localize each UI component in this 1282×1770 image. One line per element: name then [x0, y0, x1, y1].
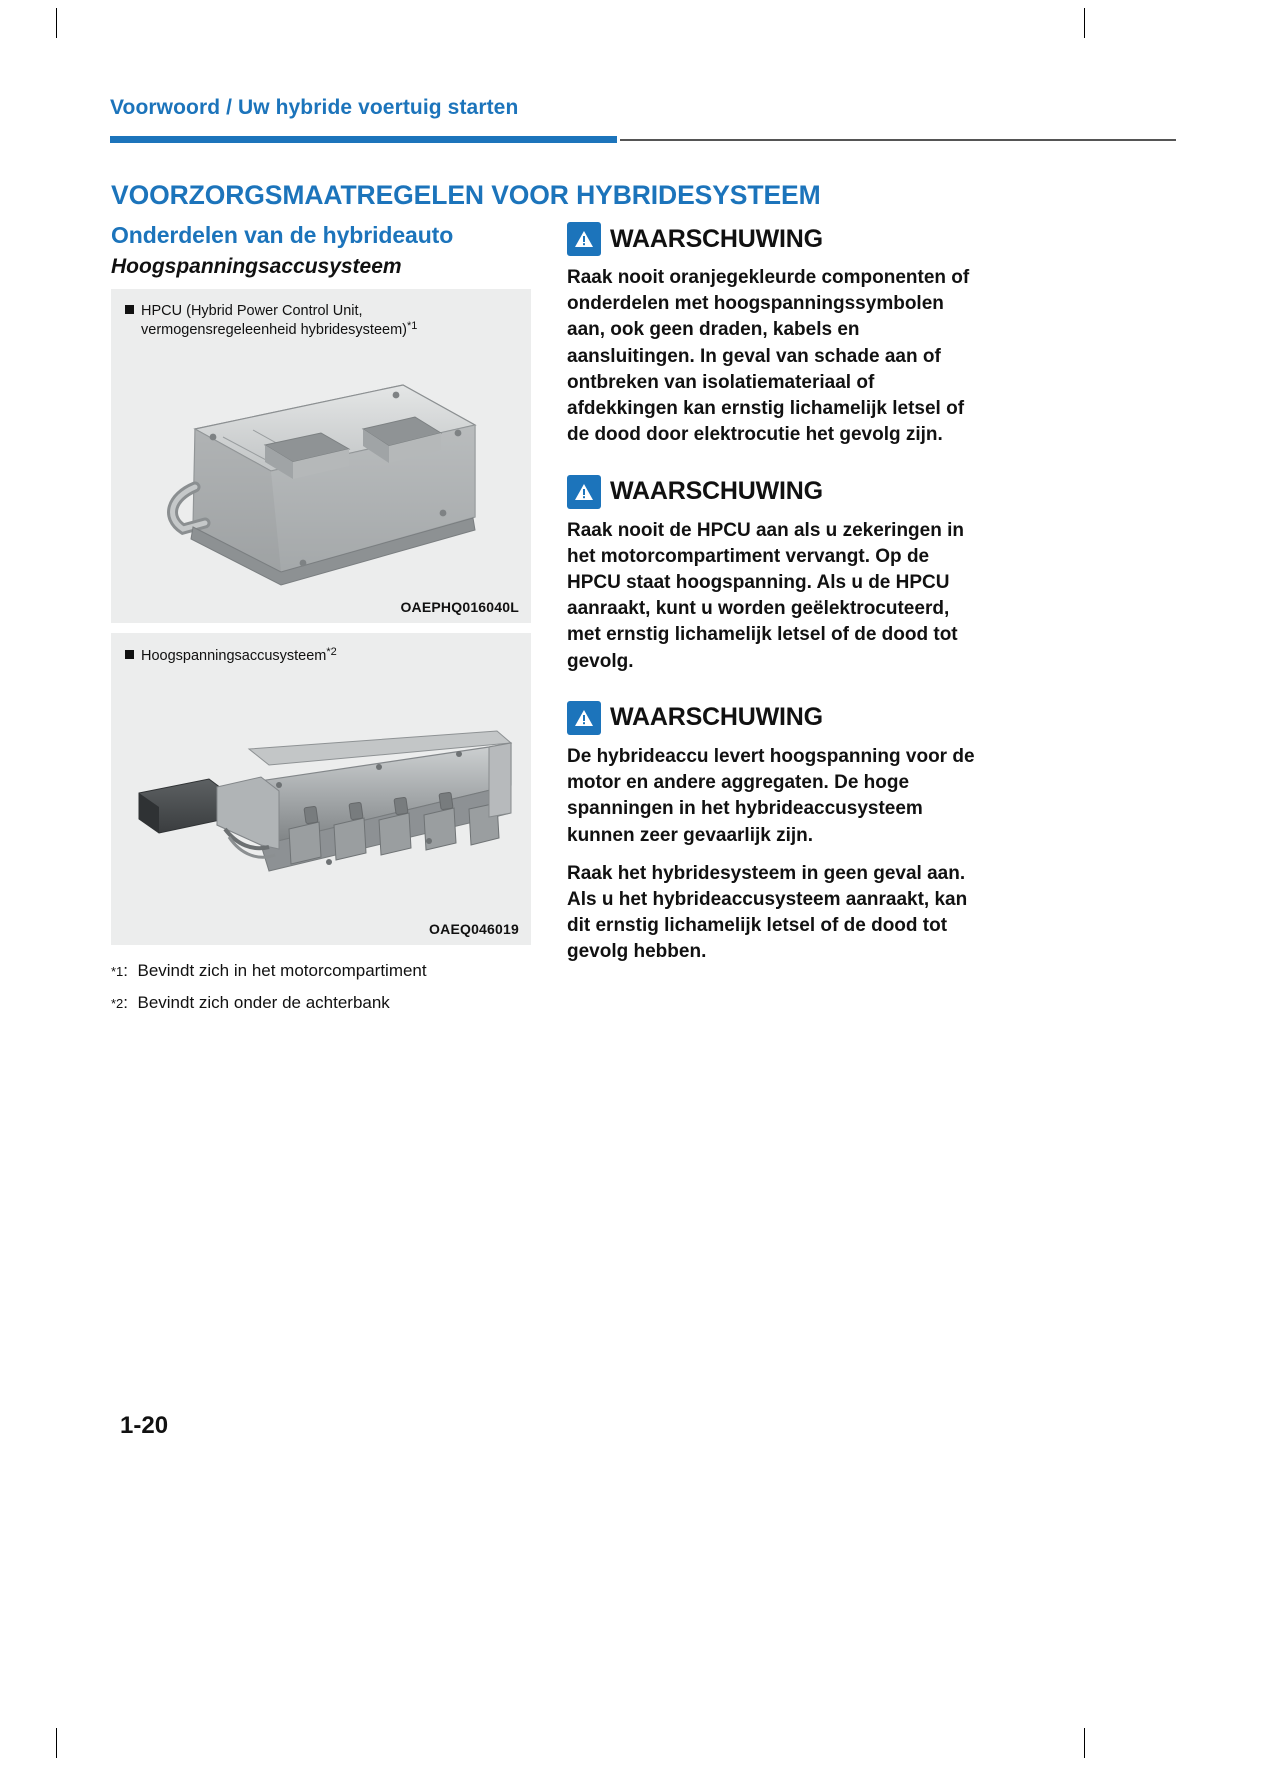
warning-block-3: [567, 701, 977, 966]
warning-1-title: WAARSCHUWING: [610, 224, 823, 253]
section-heading: Onderdelen van de hybrideauto: [111, 222, 454, 248]
bullet-square-icon: [125, 650, 134, 659]
figure-hpcu-code: OAEPHQ016040L: [400, 599, 519, 615]
warning-triangle-icon: [567, 475, 601, 509]
footnote-1-separator: :: [123, 961, 129, 980]
figure-battery: [111, 633, 531, 945]
warning-triangle-icon: [567, 222, 601, 256]
warning-2-paragraph-1: Raak nooit de HPCU aan als u zekeringen in het motorcompartiment vervangt. Op de HPCU staat hoogspanning. Als u de HPCU aanraakt, kunt u worden geëlektrocuteerd, met ernstig lichamelijk letsel of de dood tot gevolg.: [567, 519, 964, 672]
figure-hpcu-caption-line2: vermogensregeleenheid hybridesysteem): [141, 322, 407, 339]
warning-2-title: WAARSCHUWING: [610, 477, 823, 506]
header-rule-line: [620, 139, 1176, 141]
page-title: VOORZORGSMAATREGELEN VOOR HYBRIDESYSTEEM: [111, 180, 821, 210]
figure-battery-caption-line1: Hoogspanningsaccusysteem: [141, 648, 327, 664]
footnote-2: [111, 987, 531, 1019]
figure-hpcu: [111, 289, 531, 623]
running-header: Voorwoord / Uw hybride voertuig starten: [110, 96, 519, 119]
left-column: [111, 222, 531, 1020]
figure-hpcu-caption-superscript: *1: [406, 320, 418, 333]
hpcu-illustration: [153, 367, 493, 597]
figure-battery-code: OAEQ046019: [429, 921, 519, 937]
warning-1-paragraph-1: Raak nooit oranjegekleurde componenten of onderdelen met hoogspanningssymbolen aan, ook geen draden, kabels en aansluitingen. In geval van schade aan of ontbreken van isolatiemateriaal of afdekkingen kan ernstig lichamelijk letsel of de dood door elektrocutie het gevolg zijn.: [567, 267, 970, 446]
section-subheading: Hoogspanningsaccusysteem: [111, 255, 402, 278]
figure-battery-caption: [125, 646, 337, 665]
figure-hpcu-caption-line1: HPCU (Hybrid Power Control Unit,: [141, 303, 363, 319]
footnotes: [111, 955, 531, 1020]
warning-3-paragraph-2: Raak het hybridesysteem in geen geval aan. Als u het hybrideaccusysteem aanraakt, kan dit ernstig lichamelijk letsel of de dood tot gevolg hebben.: [567, 862, 968, 963]
warning-1-header: [567, 222, 977, 256]
warning-block-1: [567, 222, 977, 449]
page-number: 1-20: [120, 1412, 169, 1439]
footnote-2-text: Bevindt zich onder de achterbank: [137, 993, 390, 1013]
figure-hpcu-caption: [125, 302, 417, 339]
bullet-square-icon: [125, 305, 134, 314]
warning-2-header: [567, 475, 977, 509]
footnote-2-separator: :: [123, 993, 129, 1013]
header-rule-accent: [110, 136, 617, 143]
warning-triangle-icon: [567, 701, 601, 735]
warning-block-2: [567, 475, 977, 675]
right-column: [567, 222, 977, 992]
battery-pack-illustration: [129, 721, 519, 901]
figure-battery-caption-superscript: *2: [326, 646, 337, 658]
footnote-1-text: Bevindt zich in het motorcompartiment: [137, 961, 427, 980]
warning-3-header: [567, 701, 977, 735]
footnote-1-mark: *1: [111, 964, 124, 979]
footnote-2-mark: *2: [111, 996, 124, 1012]
warning-3-paragraph-1: De hybrideaccu levert hoogspanning voor de motor en andere aggregaten. De hoge spanningen in het hybrideaccusysteem kunnen zeer gevaarlijk zijn.: [567, 745, 975, 846]
warning-3-title: WAARSCHUWING: [610, 703, 823, 732]
footnote-1: [111, 955, 531, 987]
